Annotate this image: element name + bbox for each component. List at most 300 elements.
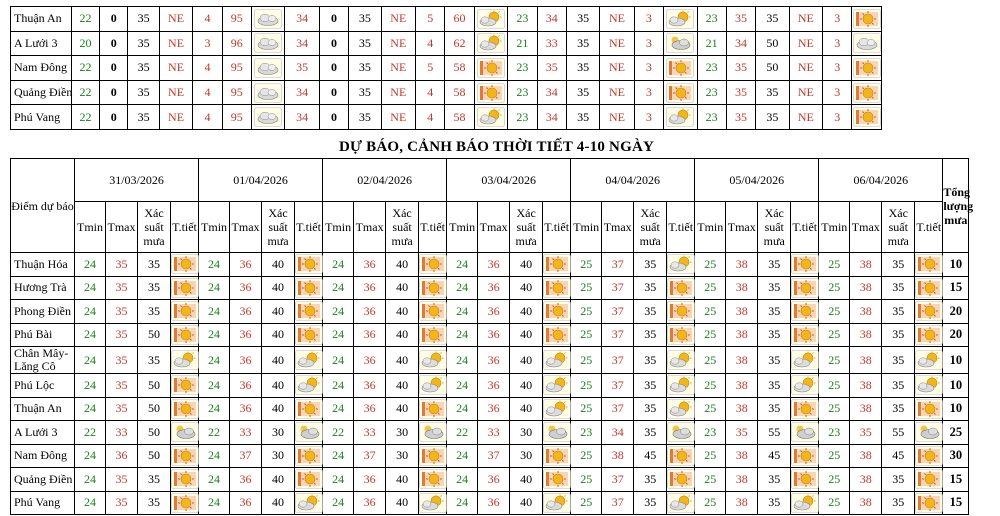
rain-prob-cell: 50 — [138, 374, 171, 398]
partly-sunny-icon — [667, 377, 695, 391]
rain-prob-cell: 40 — [510, 491, 543, 515]
sunny-icon — [171, 448, 199, 462]
tmax-cell: 36 — [478, 468, 510, 492]
value-cell: 95 — [222, 7, 251, 32]
value-cell: 23 — [697, 80, 726, 105]
sub-header: T.tiết — [915, 202, 943, 253]
tmax-cell: 37 — [602, 300, 634, 324]
tmax-cell: 36 — [354, 300, 386, 324]
tmax-cell: 36 — [354, 323, 386, 347]
weather-icon-cell — [419, 253, 447, 277]
value-cell: NE — [159, 105, 192, 130]
sunny-icon — [419, 327, 447, 341]
weather-icon-cell — [667, 468, 695, 492]
partly-sunny-icon — [295, 495, 323, 509]
value-cell: 50 — [756, 56, 789, 81]
value-cell: 60 — [445, 7, 474, 32]
tmax-cell: 36 — [230, 253, 262, 277]
weather-icon-cell — [251, 31, 284, 56]
tmax-cell: 33 — [354, 421, 386, 445]
cloud-sun-icon — [791, 424, 819, 438]
sub-header: Tmax — [602, 202, 634, 253]
sunny-icon — [543, 327, 571, 341]
rain-prob-cell: 35 — [882, 300, 915, 324]
value-cell: 3 — [634, 31, 663, 56]
rain-prob-cell: 35 — [758, 397, 791, 421]
value-cell: NE — [159, 80, 192, 105]
value-cell: NE — [381, 105, 415, 130]
sunny-icon — [543, 256, 571, 270]
tmax-cell: 35 — [106, 276, 138, 300]
tmin-cell: 25 — [571, 347, 602, 374]
tmax-cell: 36 — [230, 491, 262, 515]
sunny-icon — [543, 448, 571, 462]
weather-icon-cell — [474, 80, 507, 105]
tmin-cell: 24 — [199, 276, 230, 300]
sunny-icon — [171, 303, 199, 317]
value-cell: 4 — [193, 105, 222, 130]
value-cell: 35 — [566, 80, 599, 105]
value-cell: 34 — [285, 80, 319, 105]
tmax-cell: 36 — [478, 347, 510, 374]
tmax-cell: 37 — [602, 491, 634, 515]
tmin-cell: 24 — [447, 374, 478, 398]
forecast-row — [11, 347, 969, 374]
rain-prob-cell: 40 — [262, 491, 295, 515]
tmin-cell: 24 — [447, 491, 478, 515]
value-cell: 0 — [319, 80, 348, 105]
value-cell: 23 — [697, 105, 726, 130]
tmax-cell: 38 — [726, 397, 758, 421]
total-rain-cell: 10 — [943, 253, 969, 277]
forecast-row — [11, 491, 969, 515]
value-cell: 95 — [222, 56, 251, 81]
partly-sunny-icon — [667, 495, 695, 509]
sub-header: T.tiết — [667, 202, 695, 253]
weather-icon-cell — [419, 347, 447, 374]
rain-prob-cell: 40 — [386, 323, 419, 347]
cloud-sun-icon — [666, 35, 694, 49]
value-cell: NE — [600, 56, 634, 81]
tmin-cell: 25 — [571, 276, 602, 300]
value-cell: 35 — [128, 31, 159, 56]
value-cell: 4 — [416, 80, 445, 105]
tmin-cell: 25 — [571, 397, 602, 421]
value-cell: 58 — [445, 56, 474, 81]
partly-sunny-icon — [477, 11, 505, 25]
sunny-icon — [171, 471, 199, 485]
tmin-cell: 25 — [819, 347, 850, 374]
weather-icon-cell — [667, 397, 695, 421]
rain-prob-cell: 40 — [386, 253, 419, 277]
value-cell: 34 — [285, 7, 319, 32]
location-name: Thuận Hóa — [11, 253, 75, 277]
sub-header: T.tiết — [419, 202, 447, 253]
rain-prob-cell: 35 — [758, 491, 791, 515]
weather-icon-cell — [171, 374, 199, 398]
value-cell: 35 — [349, 56, 381, 81]
value-cell: NE — [789, 7, 822, 32]
tmax-cell: 36 — [354, 276, 386, 300]
weather-icon-cell — [419, 397, 447, 421]
weather-icon-cell — [667, 444, 695, 468]
value-cell: 33 — [537, 31, 566, 56]
tmin-cell: 24 — [323, 253, 354, 277]
sub-header: Xác suất mưa — [262, 202, 295, 253]
sunny-icon — [915, 401, 943, 415]
value-cell: 62 — [445, 31, 474, 56]
value-cell: 22 — [71, 80, 99, 105]
value-cell: 3 — [193, 31, 222, 56]
sunny-icon — [853, 11, 881, 25]
value-cell: 21 — [697, 31, 726, 56]
tmin-cell: 25 — [695, 323, 726, 347]
sunny-icon — [171, 280, 199, 294]
location-name: Quảng Điền — [11, 80, 72, 105]
tmin-cell: 24 — [199, 323, 230, 347]
tmin-cell: 24 — [323, 276, 354, 300]
tmax-cell: 36 — [478, 253, 510, 277]
tmax-cell: 38 — [726, 444, 758, 468]
tmin-cell: 24 — [199, 300, 230, 324]
tmin-cell: 24 — [75, 276, 106, 300]
location-name: Phong Điền — [11, 300, 75, 324]
tmin-cell: 24 — [199, 374, 230, 398]
weather-icon-cell — [171, 491, 199, 515]
tmin-cell: 24 — [323, 323, 354, 347]
rain-prob-cell: 40 — [510, 468, 543, 492]
cloud-sun-icon — [667, 424, 695, 438]
rain-prob-cell: 35 — [758, 276, 791, 300]
tmin-cell: 24 — [199, 491, 230, 515]
value-cell: 0 — [319, 7, 348, 32]
rain-prob-cell: 35 — [758, 347, 791, 374]
sunny-icon — [295, 471, 323, 485]
value-cell: 35 — [756, 105, 789, 130]
sub-header: Tmax — [850, 202, 882, 253]
forecast-row — [11, 397, 969, 421]
forecast-row — [11, 421, 969, 445]
sunny-icon — [667, 303, 695, 317]
tmin-cell: 25 — [695, 397, 726, 421]
tmax-cell: 36 — [230, 397, 262, 421]
tmax-cell: 36 — [230, 374, 262, 398]
value-cell: 22 — [71, 7, 99, 32]
tmin-cell: 24 — [75, 323, 106, 347]
weather-icon-cell — [915, 276, 943, 300]
tmin-cell: 25 — [819, 253, 850, 277]
cloud-sun-icon — [915, 424, 943, 438]
value-cell: 35 — [566, 56, 599, 81]
tmax-cell: 33 — [106, 421, 138, 445]
tmin-cell: 25 — [695, 276, 726, 300]
value-cell: NE — [159, 56, 192, 81]
value-cell: 58 — [445, 80, 474, 105]
weather-icon-cell — [915, 347, 943, 374]
weather-icon-cell — [791, 300, 819, 324]
weather-icon-cell — [171, 276, 199, 300]
weather-icon-cell — [791, 444, 819, 468]
value-cell: 35 — [566, 7, 599, 32]
sub-header: T.tiết — [791, 202, 819, 253]
location-name: Thuận An — [11, 7, 72, 32]
partly-sunny-icon — [543, 495, 571, 509]
rain-prob-cell: 35 — [882, 468, 915, 492]
tmax-cell: 38 — [850, 374, 882, 398]
tmax-cell: 36 — [354, 374, 386, 398]
sunny-icon — [419, 256, 447, 270]
weather-icon-cell — [474, 105, 507, 130]
value-cell: 3 — [823, 80, 852, 105]
sub-header: T.tiết — [171, 202, 199, 253]
date-header: 03/04/2026 — [447, 159, 571, 202]
partly-sunny-icon — [295, 352, 323, 366]
rain-prob-cell: 35 — [882, 323, 915, 347]
sub-header: Tmin — [323, 202, 354, 253]
sunny-icon — [477, 84, 505, 98]
sub-header: Tmax — [354, 202, 386, 253]
tmin-cell: 25 — [819, 300, 850, 324]
location-header: Điểm dự báo — [11, 159, 75, 253]
tmax-cell: 38 — [850, 323, 882, 347]
weather-icon-cell — [171, 300, 199, 324]
sunny-icon — [791, 401, 819, 415]
tmin-cell: 24 — [199, 444, 230, 468]
tmax-cell: 37 — [602, 347, 634, 374]
total-rain-cell: 25 — [943, 421, 969, 445]
rain-prob-cell: 35 — [634, 323, 667, 347]
sub-header-row — [11, 202, 969, 253]
value-cell: 35 — [726, 7, 755, 32]
tmin-cell: 25 — [695, 300, 726, 324]
partly-sunny-icon — [171, 352, 199, 366]
location-name: Thuận An — [11, 397, 75, 421]
rain-prob-cell: 35 — [758, 300, 791, 324]
forecast-row — [11, 323, 969, 347]
sub-header: Tmin — [447, 202, 478, 253]
weather-icon-cell — [664, 56, 697, 81]
value-cell: 0 — [319, 31, 348, 56]
value-cell: 35 — [756, 7, 789, 32]
weather-icon-cell — [667, 253, 695, 277]
partly-sunny-icon — [543, 352, 571, 366]
tmax-cell: 35 — [106, 300, 138, 324]
weather-icon-cell — [543, 468, 571, 492]
tmin-cell: 23 — [571, 421, 602, 445]
weather-icon-cell — [419, 323, 447, 347]
tmax-cell: 33 — [478, 421, 510, 445]
sunny-icon — [666, 60, 694, 74]
forecast-row — [11, 276, 969, 300]
weather-icon-cell — [419, 300, 447, 324]
rain-prob-cell: 35 — [758, 374, 791, 398]
rain-prob-cell: 35 — [758, 253, 791, 277]
tmax-cell: 38 — [726, 468, 758, 492]
tmin-cell: 24 — [199, 468, 230, 492]
current-row — [11, 31, 882, 56]
value-cell: 34 — [726, 31, 755, 56]
weather-icon-cell — [295, 468, 323, 492]
value-cell: 35 — [756, 80, 789, 105]
sunny-icon — [171, 256, 199, 270]
location-name: Phú Lộc — [11, 374, 75, 398]
sunny-icon — [791, 303, 819, 317]
sub-header: Xác suất mưa — [634, 202, 667, 253]
tmax-cell: 36 — [230, 300, 262, 324]
sub-header: Xác suất mưa — [386, 202, 419, 253]
sunny-icon — [667, 448, 695, 462]
total-rain-cell: 20 — [943, 300, 969, 324]
tmin-cell: 25 — [695, 374, 726, 398]
partly-sunny-icon — [477, 35, 505, 49]
tmax-cell: 35 — [850, 421, 882, 445]
cloud-icon — [254, 35, 282, 49]
cloud-icon — [254, 11, 282, 25]
current-forecast-table — [10, 6, 882, 130]
tmax-cell: 35 — [106, 347, 138, 374]
value-cell: 34 — [285, 105, 319, 130]
tmin-cell: 24 — [199, 253, 230, 277]
sunny-icon — [543, 471, 571, 485]
sub-header: Xác suất mưa — [138, 202, 171, 253]
weather-icon-cell — [852, 56, 882, 81]
current-row — [11, 105, 882, 130]
sunny-icon — [419, 448, 447, 462]
weather-icon-cell — [915, 323, 943, 347]
value-cell: 35 — [285, 56, 319, 81]
tmax-cell: 38 — [726, 374, 758, 398]
weather-icon-cell — [791, 421, 819, 445]
tmax-cell: 37 — [602, 374, 634, 398]
sunny-icon — [915, 256, 943, 270]
tmin-cell: 25 — [695, 468, 726, 492]
tmin-cell: 24 — [447, 468, 478, 492]
rain-prob-cell: 40 — [262, 397, 295, 421]
tmax-cell: 33 — [230, 421, 262, 445]
tmin-cell: 25 — [819, 491, 850, 515]
weather-icon-cell — [791, 468, 819, 492]
value-cell: 5 — [416, 7, 445, 32]
tmax-cell: 38 — [850, 253, 882, 277]
weather-icon-cell — [171, 421, 199, 445]
value-cell: 35 — [349, 105, 381, 130]
tmin-cell: 24 — [323, 397, 354, 421]
value-cell: NE — [381, 7, 415, 32]
sunny-icon — [667, 327, 695, 341]
weather-icon-cell — [543, 421, 571, 445]
value-cell: 35 — [537, 56, 566, 81]
forecast-row — [11, 444, 969, 468]
tmin-cell: 25 — [571, 468, 602, 492]
weather-icon-cell — [251, 80, 284, 105]
value-cell: NE — [159, 7, 192, 32]
weather-icon-cell — [852, 80, 882, 105]
tmax-cell: 36 — [230, 468, 262, 492]
total-rain-cell: 15 — [943, 276, 969, 300]
partly-sunny-icon — [666, 11, 694, 25]
rain-prob-cell: 35 — [634, 491, 667, 515]
sub-header: Xác suất mưa — [882, 202, 915, 253]
rain-prob-cell: 40 — [386, 276, 419, 300]
cloud-sun-icon — [543, 424, 571, 438]
tmin-cell: 23 — [819, 421, 850, 445]
weather-icon-cell — [295, 421, 323, 445]
tmin-cell: 25 — [571, 300, 602, 324]
weather-icon-cell — [419, 374, 447, 398]
weather-icon-cell — [251, 7, 284, 32]
sunny-icon — [915, 471, 943, 485]
weather-icon-cell — [295, 444, 323, 468]
value-cell: 23 — [508, 80, 537, 105]
tmin-cell: 24 — [75, 347, 106, 374]
value-cell: 4 — [193, 7, 222, 32]
cloud-sun-icon — [419, 424, 447, 438]
value-cell: 35 — [128, 80, 159, 105]
value-cell: 3 — [823, 7, 852, 32]
sunny-icon — [915, 303, 943, 317]
tmax-cell: 35 — [726, 421, 758, 445]
value-cell: 0 — [100, 31, 128, 56]
tmax-cell: 38 — [850, 444, 882, 468]
value-cell: 35 — [349, 31, 381, 56]
tmax-cell: 37 — [602, 276, 634, 300]
sunny-icon — [915, 495, 943, 509]
rain-prob-cell: 50 — [138, 323, 171, 347]
rain-prob-cell: 35 — [882, 397, 915, 421]
tmax-cell: 38 — [602, 444, 634, 468]
rain-prob-cell: 35 — [882, 276, 915, 300]
weather-icon-cell — [171, 397, 199, 421]
sunny-icon — [171, 377, 199, 391]
tmax-cell: 36 — [478, 300, 510, 324]
total-rain-cell: 30 — [943, 444, 969, 468]
value-cell: 23 — [508, 7, 537, 32]
value-cell: 35 — [128, 105, 159, 130]
forecast-header — [11, 159, 974, 253]
date-header-row — [11, 159, 969, 202]
date-header: 06/04/2026 — [819, 159, 943, 202]
tmin-cell: 24 — [75, 397, 106, 421]
tmin-cell: 25 — [819, 444, 850, 468]
value-cell: 22 — [71, 105, 99, 130]
sub-header: T.tiết — [543, 202, 571, 253]
date-header: 02/04/2026 — [323, 159, 447, 202]
tmax-cell: 38 — [850, 300, 882, 324]
tmin-cell: 24 — [75, 491, 106, 515]
tmin-cell: 24 — [199, 347, 230, 374]
sunny-icon — [171, 327, 199, 341]
value-cell: NE — [600, 80, 634, 105]
cloud-icon — [853, 35, 881, 49]
weather-icon-cell — [543, 276, 571, 300]
sunny-icon — [543, 280, 571, 294]
date-header: 05/04/2026 — [695, 159, 819, 202]
tmax-cell: 37 — [602, 253, 634, 277]
tmax-cell: 35 — [106, 323, 138, 347]
weather-icon-cell — [171, 323, 199, 347]
tmin-cell: 25 — [819, 276, 850, 300]
value-cell: 95 — [222, 105, 251, 130]
sub-header: Xác suất mưa — [510, 202, 543, 253]
rain-prob-cell: 40 — [262, 374, 295, 398]
value-cell: 23 — [697, 7, 726, 32]
forecast-row — [11, 300, 969, 324]
sunny-icon — [915, 327, 943, 341]
tmin-cell: 24 — [323, 444, 354, 468]
value-cell: NE — [159, 31, 192, 56]
partly-sunny-icon — [915, 377, 943, 391]
value-cell: 0 — [319, 56, 348, 81]
